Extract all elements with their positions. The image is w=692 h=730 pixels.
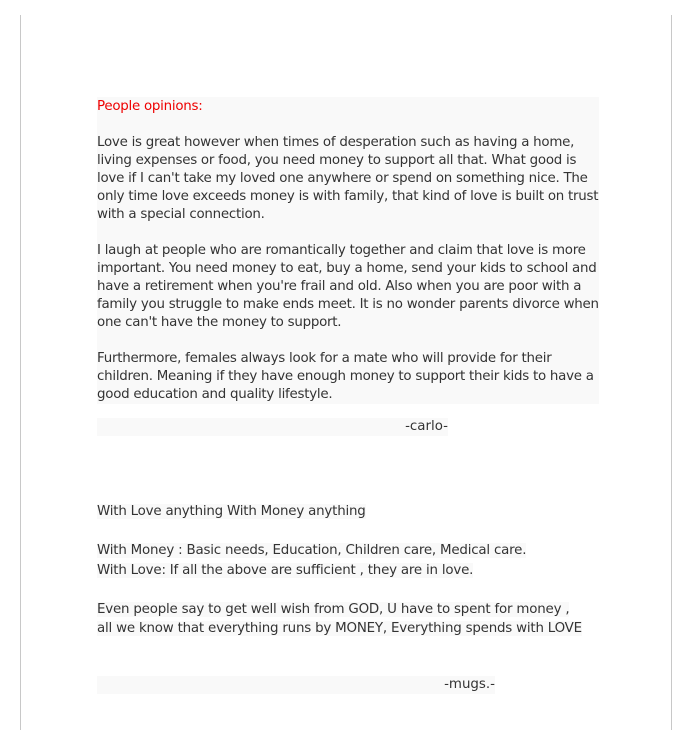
first-opinion [97,97,599,404]
line-text: Even people say to get well wish from GOD, U have to spent for money , [97,602,570,617]
spacer [97,116,599,134]
section-heading: People opinions: [97,99,203,114]
line-text: With Money : Basic needs, Education, Children care, Medical care. [97,543,527,558]
second-opinion-line-4 [97,600,569,619]
first-opinion-block [97,97,599,404]
spacer [97,224,599,242]
spacer [97,332,599,350]
second-opinion-line-1 [97,502,366,521]
signature-carlo: -carlo- [97,418,448,436]
opinion-paragraph-1: Love is great however when times of desperation such as having a home, living expenses or food, you need money to support all that. What good is love if I can't take my loved one anywhere or spend on something nice. The only time love exceeds money is with family, that kind of love is built on trust with a special connection. [97,135,599,222]
opinion-paragraph-3: Furthermore, females always look for a mate who will provide for their children. Meaning if they have enough money to support their kids to have a good education and quality lifestyle. [97,351,594,402]
second-opinion-line-5 [97,619,582,638]
line-text: all we know that everything runs by MONEY, Everything spends with LOVE [97,621,582,636]
second-opinion-line-2 [97,541,526,560]
signature-mugs: -mugs.- [97,676,495,694]
line-text: With Love anything With Money anything [97,504,366,519]
line-text: With Love: If all the above are sufficient , they are in love. [97,563,474,578]
second-opinion-line-3 [97,561,473,580]
opinion-paragraph-2: I laugh at people who are romantically together and claim that love is more important. You need money to eat, buy a home, send your kids to school and have a retirement when you're frail and old. Also when you are poor with a family you struggle to make ends meet. It is no wonder parents divorce when one can't have the money to support. [97,243,599,330]
